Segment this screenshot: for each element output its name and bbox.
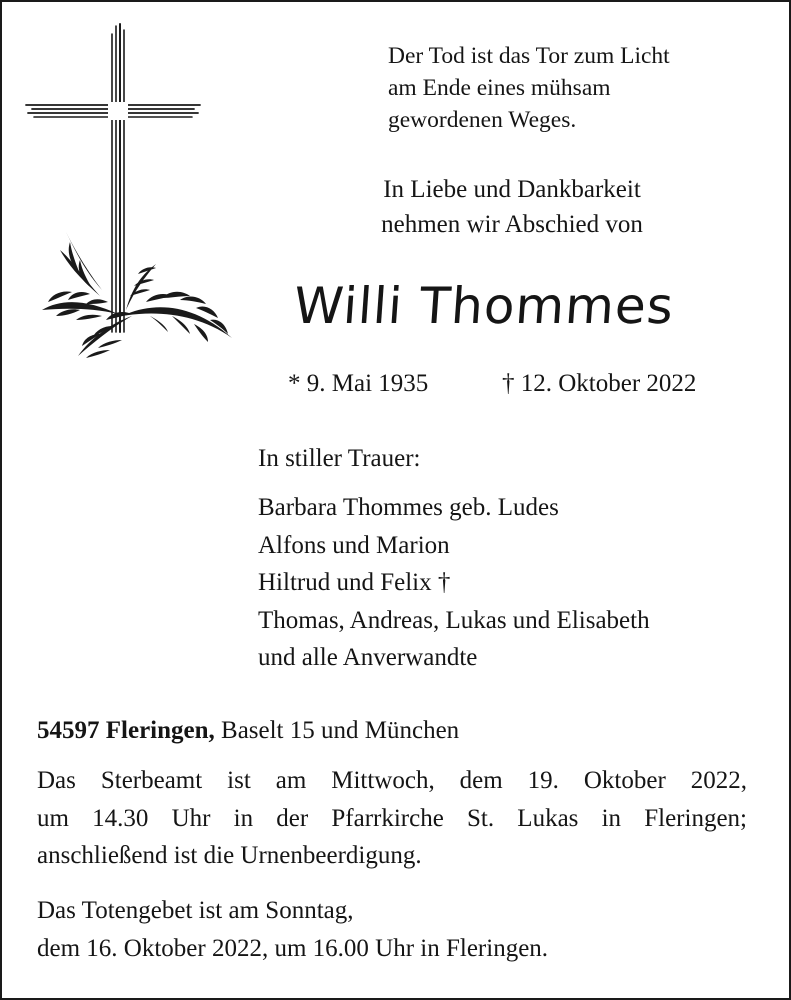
cross-with-palm-branches-icon	[22, 20, 242, 365]
farewell-line: nehmen wir Abschied von	[381, 211, 643, 238]
mourner-line: Alfons und Marion	[258, 531, 450, 559]
family-address	[37, 715, 459, 747]
birth-date: * 9. Mai 1935	[288, 370, 429, 397]
address-town: 54597 Fleringen,	[37, 717, 215, 744]
mourners-list	[258, 489, 650, 677]
mourner-line: Barbara Thommes geb. Ludes	[258, 494, 559, 521]
deceased-name: Willi Thommes	[291, 277, 676, 335]
epitaph-quote	[388, 40, 670, 136]
mourner-line: und alle Anverwandte	[258, 644, 478, 671]
farewell-text	[347, 172, 677, 242]
quote-line: Der Tod ist das Tor zum Licht	[388, 43, 670, 69]
death-date: † 12. Oktober 2022	[502, 370, 697, 397]
mourner-line: Thomas, Andreas, Lukas und Elisabeth	[258, 606, 650, 634]
prayer-service-info	[37, 892, 548, 967]
service-line: Das Sterbeamt ist am Mittwoch, dem 19. Oktober 2022,	[37, 767, 747, 794]
service-line: anschließend ist die Urnenbeerdigung.	[37, 842, 422, 869]
quote-line: am Ende eines mühsam	[388, 75, 611, 101]
prayer-line: Das Totengebet ist am Sonntag,	[37, 897, 354, 924]
funeral-service-info	[37, 762, 747, 875]
quote-line: gewordenen Weges.	[388, 107, 577, 133]
prayer-line: dem 16. Oktober 2022, um 16.00 Uhr in Fleringen.	[37, 934, 549, 962]
address-detail: Baselt 15 und München	[214, 717, 460, 744]
service-line: um 14.30 Uhr in der Pfarrkirche St. Lukas in Fleringen;	[37, 804, 747, 832]
mourner-line: Hiltrud und Felix †	[258, 569, 451, 596]
farewell-line: In Liebe und Dankbarkeit	[383, 176, 641, 203]
mourning-label: In stiller Trauer:	[258, 445, 421, 472]
